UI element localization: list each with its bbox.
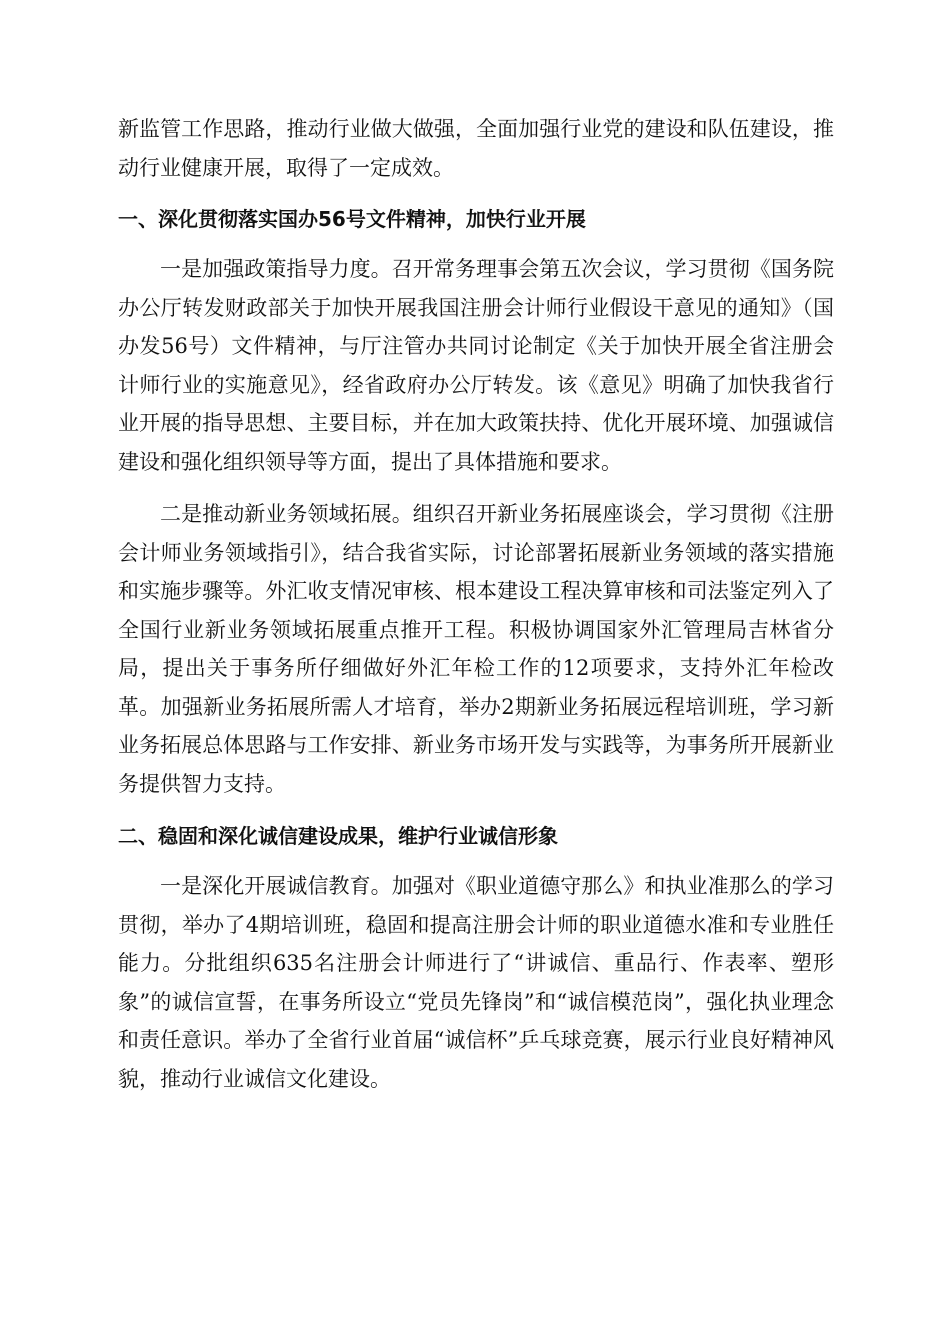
body-paragraph-policy-guidance: 一是加强政策指导力度。召开常务理事会第五次会议，学习贯彻《国务院办公厅转发财政部关于加快开展我国注册会计师行业假设干意见的通知》（国办发56号）文件精神，与厅注管办共同讨论制定《关于加快开展全省注册会计师行业的实施意见》，经省政府办公厅转发。该《意见》明确了加快我省行业开展的指导思想、主要目标，并在加大政策扶持、优化开展环境、加强诚信建设和强化组织领导等方面，提出了具体措施和要求。 <box>118 257 834 474</box>
body-paragraph-integrity-education: 一是深化开展诚信教育。加强对《职业道德守那么》和执业准那么的学习贯彻，举办了4期培训班，稳固和提高注册会计师的职业道德水准和专业胜任能力。分批组织635名注册会计师进行了“讲诚信、重品行、作表率、塑形象”的诚信宣誓，在事务所设立“党员先锋岗”和“诚信模范岗”，强化执业理念和责任意识。举办了全省行业首届“诚信杯”乒乓球竞赛，展示行业良好精神风貌，推动行业诚信文化建设。 <box>118 874 834 1091</box>
body-paragraph-continuation: 新监管工作思路，推动行业做大做强，全面加强行业党的建设和队伍建设，推动行业健康开展，取得了一定成效。 <box>118 117 834 180</box>
section-heading-2: 二、稳固和深化诚信建设成果，维护行业诚信形象 <box>118 824 558 848</box>
section-heading-1: 一、深化贯彻落实国办56号文件精神，加快行业开展 <box>118 207 586 231</box>
body-paragraph-new-business: 二是推动新业务领域拓展。组织召开新业务拓展座谈会，学习贯彻《注册会计师业务领域指引》，结合我省实际，讨论部署拓展新业务领域的落实措施和实施步骤等。外汇收支情况审核、根本建设工程决算审核和司法鉴定列入了全国行业新业务领域拓展重点推开工程。积极协调国家外汇管理局吉林省分局，提出关于事务所仔细做好外汇年检工作的12项要求，支持外汇年检改革。加强新业务拓展所需人才培育，举办2期新业务拓展远程培训班，学习新业务拓展总体思路与工作安排、新业务市场开发与实践等，为事务所开展新业务提供智力支持。 <box>118 502 834 796</box>
document-body <box>118 110 834 1098</box>
